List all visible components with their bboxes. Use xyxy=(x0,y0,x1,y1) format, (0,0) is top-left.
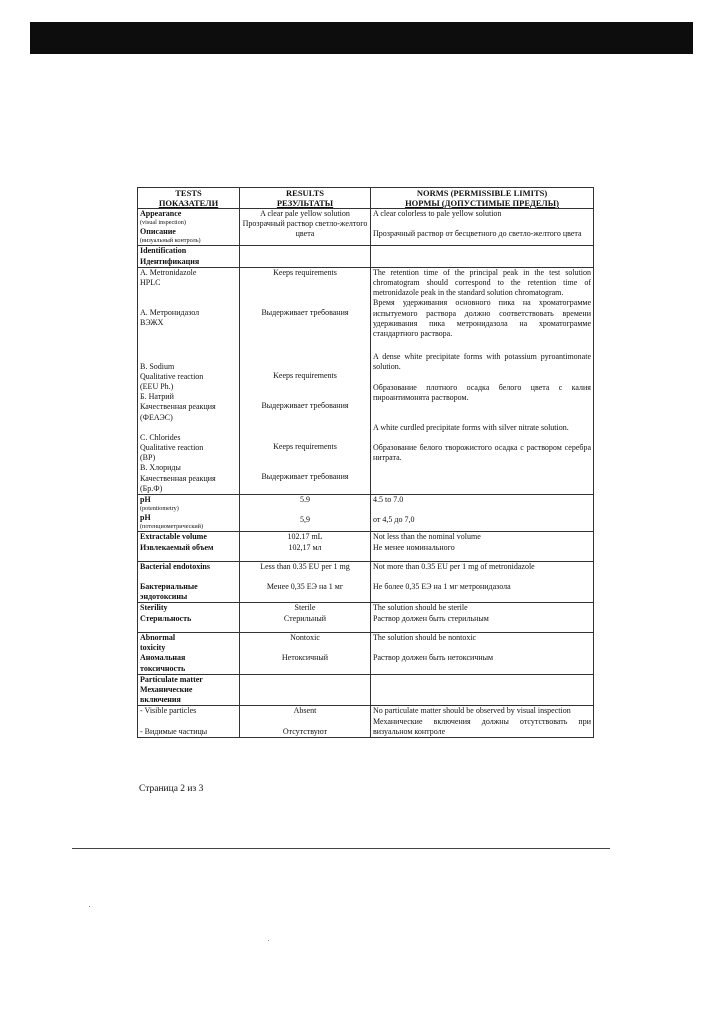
norm-cell xyxy=(371,603,594,632)
test-name-en: Sterility xyxy=(140,603,168,613)
test-cell xyxy=(138,603,240,632)
result-cell xyxy=(240,603,371,632)
ident-a-result-ru: Выдерживает требования xyxy=(261,308,349,318)
test-cell xyxy=(138,495,240,532)
header-results-ru: РЕЗУЛЬТАТЫ xyxy=(276,198,334,208)
norm-ru: Прозрачный раствор от бесцветного до светло-желтого цвета xyxy=(373,229,582,239)
result-ru: Нетоксичный xyxy=(281,653,329,663)
test-cell xyxy=(138,532,240,561)
result-ru: Стерильный xyxy=(283,613,327,623)
result-cell xyxy=(240,267,371,494)
norm-en: Not less than the nominal volume xyxy=(373,532,481,542)
norm-cell xyxy=(371,495,594,532)
norm-cell xyxy=(371,267,594,494)
ident-a-norm-en: The retention time of the principal peak in the test solution chromatogram should correspond to the retention time of metronidazole peak in the standard solution chromatogram. xyxy=(373,267,591,298)
ident-a-test-ru: А. Метронидазол ВЭЖХ xyxy=(140,308,200,328)
norm-en: The solution should be nontoxic xyxy=(373,632,477,642)
norm-cell xyxy=(371,246,594,267)
result-en: Absent xyxy=(293,706,317,716)
norm-cell xyxy=(371,561,594,603)
norm-ru: Механические включения должны отсутствовать при визуальном контроле xyxy=(373,716,591,736)
ident-c-test-ru-1: В. Хлориды xyxy=(140,463,181,473)
header-tests-ru: ПОКАЗАТЕЛИ xyxy=(158,198,219,208)
ident-a-test-en: A. Metronidazole HPLC xyxy=(140,267,197,288)
result-en: 5.9 xyxy=(300,495,310,505)
result-cell xyxy=(240,632,371,674)
result-en: Nontoxic xyxy=(290,632,320,642)
test-name-en: Extractable volume xyxy=(140,532,207,542)
ident-b-norm-ru: Образование плотного осадка белого цвета с калия пироантимонята раствором. xyxy=(373,382,591,402)
norm-cell xyxy=(371,209,594,246)
result-ru: Прозрачный раствор светло-желтого цвета xyxy=(242,219,368,239)
result-cell xyxy=(240,706,371,738)
ident-b-result-en: Keeps requirements xyxy=(273,371,337,381)
test-name-ru: pH xyxy=(140,513,151,523)
test-name-ru: Аномальная токсичность xyxy=(140,653,186,673)
test-note-ru: (потенциометрический) xyxy=(140,523,204,531)
test-name-en: Bacterial endotoxins xyxy=(140,561,210,571)
ident-b-test-ru-2: Качественная реакция xyxy=(140,402,216,412)
header-tests xyxy=(138,188,240,209)
result-cell xyxy=(240,674,371,706)
test-cell xyxy=(138,209,240,246)
test-note-en: (potentiometry) xyxy=(140,505,179,513)
norm-en: 4.5 to 7.0 xyxy=(373,495,404,505)
ident-b-test-en-2: Qualitative reaction xyxy=(140,371,204,381)
header-results xyxy=(240,188,371,209)
norm-ru: от 4,5 до 7,0 xyxy=(373,515,415,525)
ident-b-result-ru: Выдерживает требования xyxy=(261,401,349,411)
ident-c-result-en: Keeps requirements xyxy=(273,441,337,451)
ident-a-result-en: Keeps requirements xyxy=(273,267,337,277)
result-en: Less than 0.35 EU per 1 mg xyxy=(260,561,350,571)
result-ru: Менее 0,35 ЕЭ на 1 мг xyxy=(266,582,344,592)
ident-c-test-en-2: Qualitative reaction xyxy=(140,443,204,453)
header-norms-en: NORMS (PERMISSIBLE LIMITS) xyxy=(416,188,548,198)
ident-c-norm-ru: Образование белого творожистого осадка с раствором серебра нитрата. xyxy=(373,443,591,463)
test-name-ru: Бактериальные эндотоксины xyxy=(140,582,198,602)
test-name-ru: Извлекаемый объем xyxy=(140,542,214,552)
result-ru: 102,17 мл xyxy=(288,542,322,552)
test-name-ru: - Видимые частицы xyxy=(140,726,208,736)
result-en: Sterile xyxy=(294,603,316,613)
header-norms xyxy=(371,188,594,209)
ident-c-test-en-1: C. Chlorides xyxy=(140,432,181,442)
table-row-identification xyxy=(138,246,594,267)
table-row-abnormal-toxicity xyxy=(138,632,594,674)
test-name-ru: Механические включения xyxy=(140,684,193,705)
scan-speck xyxy=(268,940,269,941)
table-header-row xyxy=(138,188,594,209)
footer-divider xyxy=(72,848,610,849)
ident-b-norm-en: A dense white precipitate forms with potassium pyroantimonate solution. xyxy=(373,352,591,372)
result-cell xyxy=(240,532,371,561)
norm-ru: Не менее номинального xyxy=(373,542,455,552)
norm-en: Not more than 0.35 EU per 1 mg of metronidazole xyxy=(373,561,535,571)
test-cell xyxy=(138,267,240,494)
header-norms-ru: НОРМЫ (ДОПУСТИМЫЕ ПРЕДЕЛЫ) xyxy=(405,198,559,208)
test-name-en: Abnormal toxicity xyxy=(140,632,176,653)
result-cell xyxy=(240,495,371,532)
table-row-appearance xyxy=(138,209,594,246)
norm-cell xyxy=(371,532,594,561)
test-name-en: pH xyxy=(140,495,151,505)
ident-c-test-ru-2: Качественная реакция xyxy=(140,473,216,483)
test-name-en: Identification xyxy=(140,246,187,256)
ident-b-test-en-3: (EEU Ph.) xyxy=(140,382,174,392)
test-cell xyxy=(138,561,240,603)
table-row-ph xyxy=(138,495,594,532)
test-name-en: Appearance xyxy=(140,209,182,218)
result-ru: Отсутствуют xyxy=(282,726,328,736)
test-cell xyxy=(138,674,240,706)
test-cell xyxy=(138,246,240,267)
ident-c-test-ru-3: (Бр.Ф) xyxy=(140,483,163,493)
ident-c-norm-en: A white curdled precipitate forms with silver nitrate solution. xyxy=(373,423,569,433)
page-number: Страница 2 из 3 xyxy=(139,784,204,794)
test-name-en: Particulate matter xyxy=(140,674,203,684)
norm-en: The solution should be sterile xyxy=(373,603,468,613)
ident-c-test-en-3: (BP) xyxy=(140,453,156,463)
ident-b-test-en-1: B. Sodium xyxy=(140,361,175,371)
test-name-en: - Visible particles xyxy=(140,706,197,716)
result-en: 102.17 mL xyxy=(287,532,323,542)
norm-ru: Раствор должен быть нетоксичным xyxy=(373,653,494,663)
test-cell xyxy=(138,632,240,674)
norm-en: No particulate matter should be observed by visual inspection xyxy=(373,706,571,716)
result-cell xyxy=(240,246,371,267)
table-row-endotoxins xyxy=(138,561,594,603)
norm-en: A clear colorless to pale yellow solution xyxy=(373,209,502,218)
norm-cell xyxy=(371,706,594,738)
header-tests-en: TESTS xyxy=(175,188,202,198)
norm-ru: Не более 0,35 ЕЭ на 1 мг метронидазола xyxy=(373,582,511,592)
test-name-ru: Стерильность xyxy=(140,613,192,623)
results-table xyxy=(137,187,594,738)
ident-c-result-ru: Выдерживает требования xyxy=(261,471,349,481)
test-name-ru: Идентификация xyxy=(140,256,200,266)
result-cell xyxy=(240,209,371,246)
ident-b-test-ru-1: Б. Натрий xyxy=(140,392,174,402)
scan-speck xyxy=(89,906,90,907)
norm-cell xyxy=(371,674,594,706)
norm-cell xyxy=(371,632,594,674)
test-note-ru: (визуальный контроль) xyxy=(140,237,201,245)
top-black-bar xyxy=(30,22,693,54)
result-cell xyxy=(240,561,371,603)
table-row-identification-tests xyxy=(138,267,594,494)
result-en: A clear pale yellow solution xyxy=(260,209,350,218)
test-note-en: (visual inspection) xyxy=(140,219,186,227)
table-row-visible-particles xyxy=(138,706,594,738)
table-row-extractable-volume xyxy=(138,532,594,561)
header-results-en: RESULTS xyxy=(286,188,324,198)
table-row-particulate-matter xyxy=(138,674,594,706)
result-ru: 5,9 xyxy=(300,515,310,525)
test-cell xyxy=(138,706,240,738)
test-name-ru: Описание xyxy=(140,227,176,237)
ident-b-test-ru-3: (ФЕАЭС) xyxy=(140,412,173,422)
ident-a-norm-ru: Время удерживания основного пика на хроматограмме испытуемого раствора должно соответствовать времени удерживания пика метронидазола на хроматограмме стандартного раствора. xyxy=(373,298,591,339)
norm-ru: Раствор должен быть стерильным xyxy=(373,613,489,623)
table-row-sterility xyxy=(138,603,594,632)
